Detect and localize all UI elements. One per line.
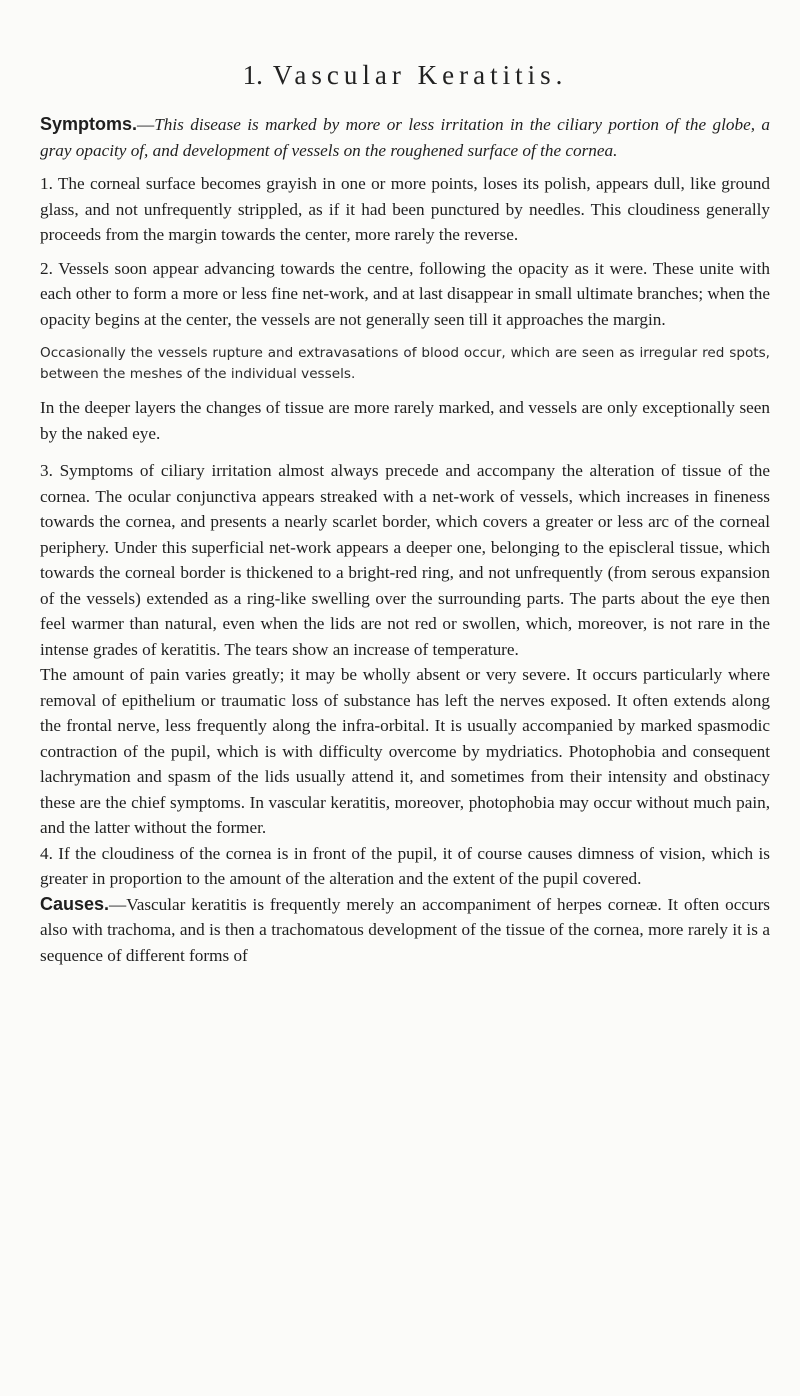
paragraph-1: 1. The corneal surface becomes grayish in one or more points, loses its polish, appears dull, like ground glass, and not unfrequently strippled, as if it had been punctured by needles. This cloudiness generally proceeds from the margin towards the center, more rarely the reverse. xyxy=(40,174,770,244)
paragraph-3: 3. Symptoms of ciliary irritation almost always precede and accompany the alteration of tissue of the cornea. The ocular conjunctiva appears streaked with a net-work of vessels, which increases in fineness towards the cornea, and presents a nearly scarlet border, which covers a greater or less arc of the corneal periphery. Under this superficial net-work appears a deeper one, belonging to the episcleral tissue, which towards the corneal border is thickened to a bright-red ring, and not unfrequently (from serous expansion of the vessels) extended as a ring-like swelling over the surrounding parts. The parts about the eye then feel warmer than natural, even when the lids are not red or swollen, which, moreover, is not rare in the intense grades of keratitis. The tears show an increase of temperature. xyxy=(40,461,770,659)
paragraph-pain: The amount of pain varies greatly; it may be wholly absent or very severe. It occurs particularly where removal of epithelium or traumatic loss of substance has left the nerves exposed. It often extends along the frontal nerve, less frequently along the infra-orbital. It is usually accompanied by marked spasmodic contraction of the pupil, which is with difficulty overcome by mydriatics. Photophobia and consequent lachrymation and spasm of the lids usually attend it, and sometimes from their intensity and obstinacy these are the chief symptoms. In vascular keratitis, moreover, photophobia may occur without much pain, and the latter without the former. xyxy=(40,665,770,837)
causes-paragraph xyxy=(40,892,770,969)
paragraph-2: 2. Vessels soon appear advancing towards the centre, following the opacity as it were. These unite with each other to form a more or less fine net-work, and at last disappear in small ultimate branches; when the opacity begins at the center, the vessels are not generally seen till it approaches the margin. xyxy=(40,258,770,329)
symptoms-heading: Symptoms. xyxy=(40,114,138,134)
title-number: 1. xyxy=(242,60,263,90)
causes-heading: Causes. xyxy=(40,893,110,914)
paragraph-deeper-layers: In the deeper layers the changes of tissue are more rarely marked, and vessels are only exceptionally seen by the naked eye. xyxy=(40,398,770,443)
symptoms-dash: — xyxy=(137,115,155,134)
symptoms-intro-text: This disease is marked by more or less irritation in the ciliary portion of the globe, a gray opacity of, and development of vessels on the roughened surface of the cornea. xyxy=(40,115,770,160)
causes-text: Vascular keratitis is frequently merely an accompaniment of herpes corneæ. It often occurs also with trachoma, and is then a trachomatous development of the tissue of the cornea, more rarely it is a sequence of different forms of xyxy=(40,894,770,965)
title-text: Vascular Keratitis. xyxy=(272,60,568,90)
causes-dash: — xyxy=(109,894,127,914)
page-title xyxy=(40,58,770,92)
note-paragraph: Occasionally the vessels rupture and extravasations of blood occur, which are seen as irregular red spots, between the meshes of the individual vessels. xyxy=(40,345,770,382)
symptoms-intro xyxy=(40,112,770,163)
page xyxy=(40,58,770,968)
paragraph-4: 4. If the cloudiness of the cornea is in front of the pupil, it of course causes dimness of vision, which is greater in proportion to the amount of the alteration and the extent of the pupil covered. xyxy=(40,843,770,888)
